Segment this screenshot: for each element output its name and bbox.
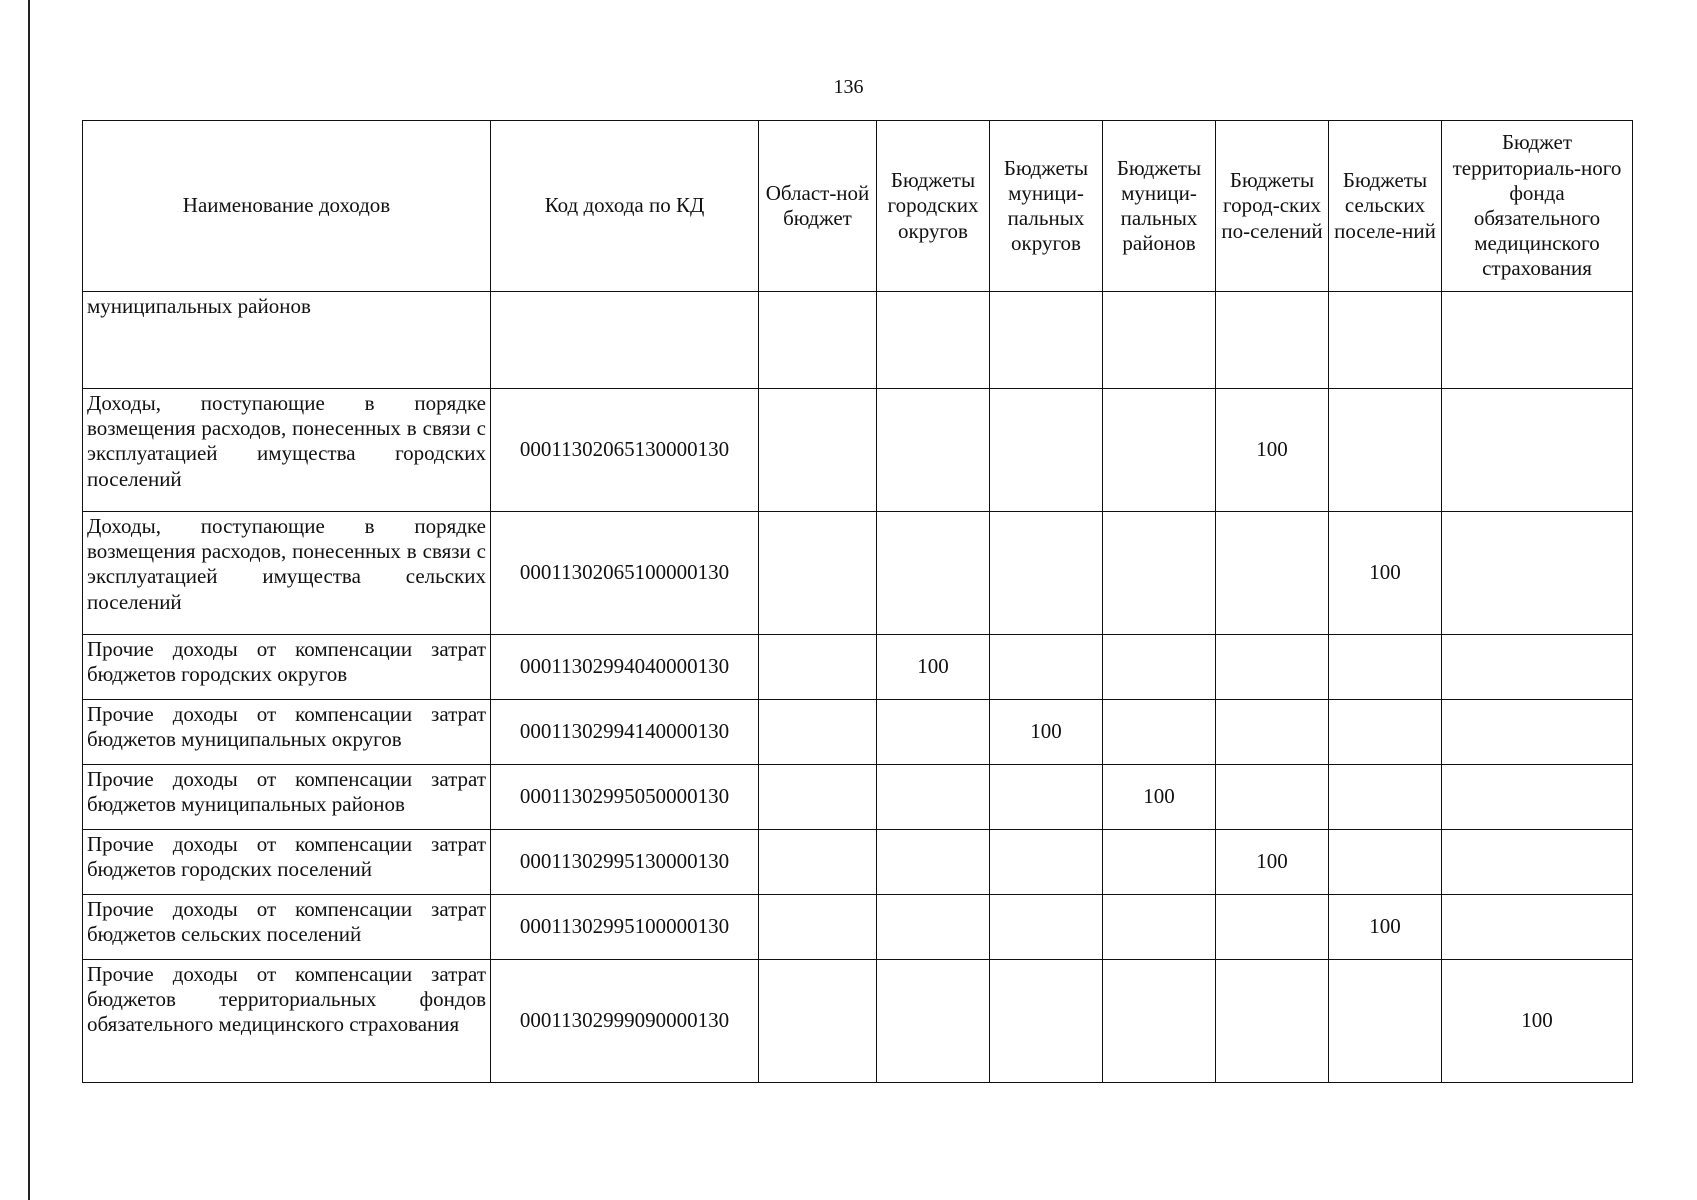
value-cell (1329, 960, 1442, 1083)
value-cell (1442, 830, 1633, 895)
value-cell (1329, 635, 1442, 700)
value-cell (1216, 960, 1329, 1083)
header-revenue-name: Наименование доходов (83, 121, 491, 292)
revenue-name-cell: муниципальных районов (83, 292, 491, 389)
header-city-districts: Бюджеты городских округов (877, 121, 990, 292)
revenue-name-cell: Доходы, поступающие в порядке возмещения расходов, понесенных в связи с эксплуатацией имущества городских поселений (83, 389, 491, 512)
revenue-name-cell: Прочие доходы от компенсации затрат бюджетов муниципальных районов (83, 765, 491, 830)
value-cell (759, 960, 877, 1083)
value-cell (1442, 895, 1633, 960)
header-municipal-okrugs: Бюджеты муници-пальных округов (990, 121, 1103, 292)
value-cell (1216, 895, 1329, 960)
value-cell (877, 292, 990, 389)
value-cell (759, 292, 877, 389)
value-cell (877, 389, 990, 512)
value-cell (1103, 635, 1216, 700)
value-cell (1216, 765, 1329, 830)
revenue-name-cell: Доходы, поступающие в порядке возмещения расходов, понесенных в связи с эксплуатацией имущества сельских поселений (83, 512, 491, 635)
header-medical-insurance-fund: Бюджет территориаль-ного фонда обязательного медицинского страхования (1442, 121, 1633, 292)
revenue-code-cell (491, 292, 759, 389)
value-cell (759, 765, 877, 830)
value-cell (877, 700, 990, 765)
value-cell (1216, 700, 1329, 765)
value-cell (1442, 512, 1633, 635)
value-cell (990, 512, 1103, 635)
value-cell (877, 960, 990, 1083)
value-cell (877, 895, 990, 960)
value-cell (1442, 292, 1633, 389)
value-cell (1329, 389, 1442, 512)
table-row (83, 895, 1633, 960)
value-cell (1442, 765, 1633, 830)
value-cell (877, 830, 990, 895)
header-row (83, 121, 1633, 292)
value-cell (1103, 389, 1216, 512)
header-municipal-districts: Бюджеты муници-пальных районов (1103, 121, 1216, 292)
value-cell (990, 292, 1103, 389)
revenue-code-cell: 00011302994040000130 (491, 635, 759, 700)
value-cell (1329, 292, 1442, 389)
value-cell: 100 (877, 635, 990, 700)
value-cell: 100 (1216, 389, 1329, 512)
revenue-name-cell: Прочие доходы от компенсации затрат бюджетов городских поселений (83, 830, 491, 895)
value-cell (1103, 960, 1216, 1083)
header-urban-settlements: Бюджеты город-ских по-селений (1216, 121, 1329, 292)
page-number: 136 (833, 76, 864, 98)
revenue-code-cell: 00011302994140000130 (491, 700, 759, 765)
revenue-code-cell: 00011302995100000130 (491, 895, 759, 960)
revenue-distribution-table (82, 120, 1633, 1083)
revenue-code-cell: 00011302995130000130 (491, 830, 759, 895)
value-cell (1329, 700, 1442, 765)
table-row (83, 292, 1633, 389)
revenue-name-cell: Прочие доходы от компенсации затрат бюджетов территориальных фондов обязательного медицинского страхования (83, 960, 491, 1083)
revenue-name-cell: Прочие доходы от компенсации затрат бюджетов муниципальных округов (83, 700, 491, 765)
table-row (83, 635, 1633, 700)
revenue-code-cell: 00011302999090000130 (491, 960, 759, 1083)
value-cell (1442, 700, 1633, 765)
table-row (83, 389, 1633, 512)
header-regional-budget: Област-ной бюджет (759, 121, 877, 292)
value-cell (990, 830, 1103, 895)
value-cell (990, 765, 1103, 830)
value-cell (759, 389, 877, 512)
value-cell (990, 895, 1103, 960)
value-cell: 100 (1329, 512, 1442, 635)
table-row (83, 700, 1633, 765)
table-row (83, 830, 1633, 895)
value-cell (877, 512, 990, 635)
value-cell (1442, 635, 1633, 700)
value-cell (759, 830, 877, 895)
value-cell (1216, 635, 1329, 700)
value-cell (1329, 830, 1442, 895)
value-cell (990, 960, 1103, 1083)
value-cell: 100 (1216, 830, 1329, 895)
value-cell: 100 (1329, 895, 1442, 960)
value-cell (759, 512, 877, 635)
value-cell (1103, 830, 1216, 895)
value-cell: 100 (1103, 765, 1216, 830)
value-cell (759, 700, 877, 765)
value-cell (1216, 292, 1329, 389)
value-cell (759, 895, 877, 960)
value-cell (1103, 512, 1216, 635)
value-cell (1103, 895, 1216, 960)
table-row (83, 512, 1633, 635)
value-cell (1442, 389, 1633, 512)
revenue-name-cell: Прочие доходы от компенсации затрат бюджетов городских округов (83, 635, 491, 700)
value-cell (1216, 512, 1329, 635)
value-cell (1329, 765, 1442, 830)
revenue-name-cell: Прочие доходы от компенсации затрат бюджетов сельских поселений (83, 895, 491, 960)
revenue-code-cell: 00011302065130000130 (491, 389, 759, 512)
revenue-code-cell: 00011302995050000130 (491, 765, 759, 830)
value-cell (990, 389, 1103, 512)
value-cell (1103, 700, 1216, 765)
revenue-code-cell: 00011302065100000130 (491, 512, 759, 635)
table-row (83, 765, 1633, 830)
value-cell: 100 (990, 700, 1103, 765)
value-cell (990, 635, 1103, 700)
value-cell (877, 765, 990, 830)
value-cell (759, 635, 877, 700)
header-revenue-code: Код дохода по КД (491, 121, 759, 292)
header-rural-settlements: Бюджеты сельских поселе-ний (1329, 121, 1442, 292)
binding-margin-line (28, 0, 30, 1200)
value-cell: 100 (1442, 960, 1633, 1083)
table-row (83, 960, 1633, 1083)
value-cell (1103, 292, 1216, 389)
